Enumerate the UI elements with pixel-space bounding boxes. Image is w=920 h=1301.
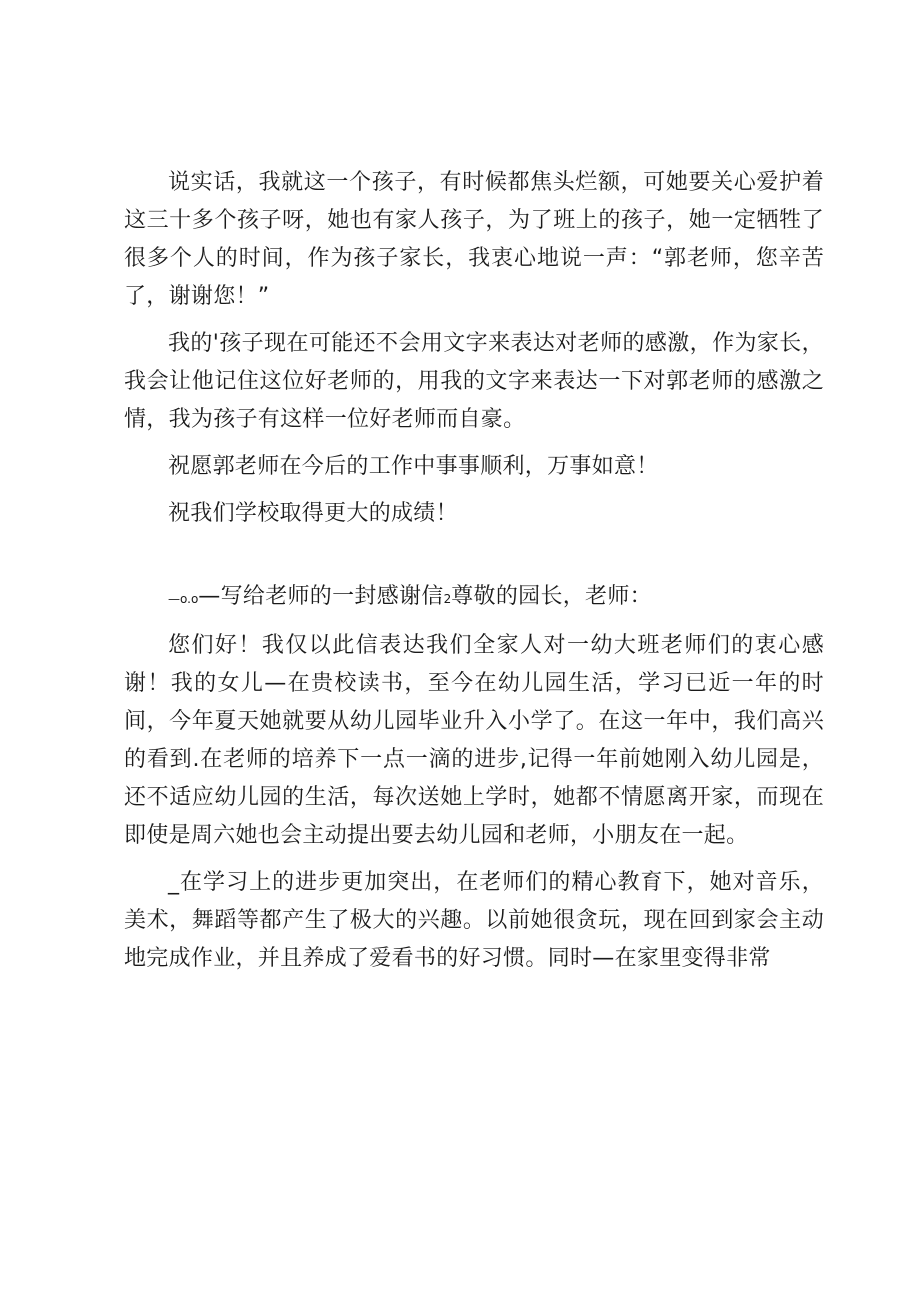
paragraph-wish-teacher: 祝愿郭老师在今后的工作中事事顺利，万事如意！ bbox=[168, 454, 659, 479]
heading-prefix: —o.o bbox=[168, 592, 199, 606]
paragraph-letter-intro: 您们好！我仅以此信表达我们全家人对一幼大班老师们的衷心感谢！我的女儿—在贵校读书，至今在幼儿园生活，学习已近一年的时间，今年夏天她就要从幼儿园毕业升入小学了。在这一年中，我们高兴的看到.在老师的培养下一点一滴的进步,记得一年前她刚入幼儿园是，还不适应幼儿园的生活，每次送她上学时，她都不情愿离开家，而现在即使是周六她也会主动提出要去幼儿园和老师，小朋友在一起。 bbox=[124, 633, 824, 848]
paragraph-child-thanks: 我的'孩子现在可能还不会用文字来表达对老师的感激，作为家长，我会让他记住这位好老师的，用我的文字来表达一下对郭老师的感激之情，我为孩子有这样一位好老师而自豪。 bbox=[124, 331, 824, 432]
heading-title: —写给老师的一封感谢信 bbox=[198, 584, 444, 609]
heading-salutation: 尊敬的园长，老师： bbox=[451, 584, 652, 609]
heading-number: 2 bbox=[443, 592, 452, 606]
letter-heading bbox=[124, 578, 824, 618]
paragraph-wish-school: 祝我们学校取得更大的成绩！ bbox=[168, 501, 458, 526]
document-body bbox=[124, 164, 824, 978]
paragraph-gratitude: 说实话，我就这一个孩子，有时候都焦头烂额，可她要关心爱护着这三十多个孩子呀，她也有家人孩子，为了班上的孩子，她一定牺牲了很多个人的时间，作为孩子家长，我衷心地说一声：“郭老师，您辛苦了，谢谢您！” bbox=[124, 170, 824, 309]
paragraph-letter-progress: _在学习上的进步更加突出，在老师们的精心教育下，她对音乐，美术，舞蹈等都产生了极大的兴趣。以前她很贪玩，现在回到家会主动地完成作业，并且养成了爱看书的好习惯。同时—在家里变得非常 bbox=[124, 870, 824, 971]
